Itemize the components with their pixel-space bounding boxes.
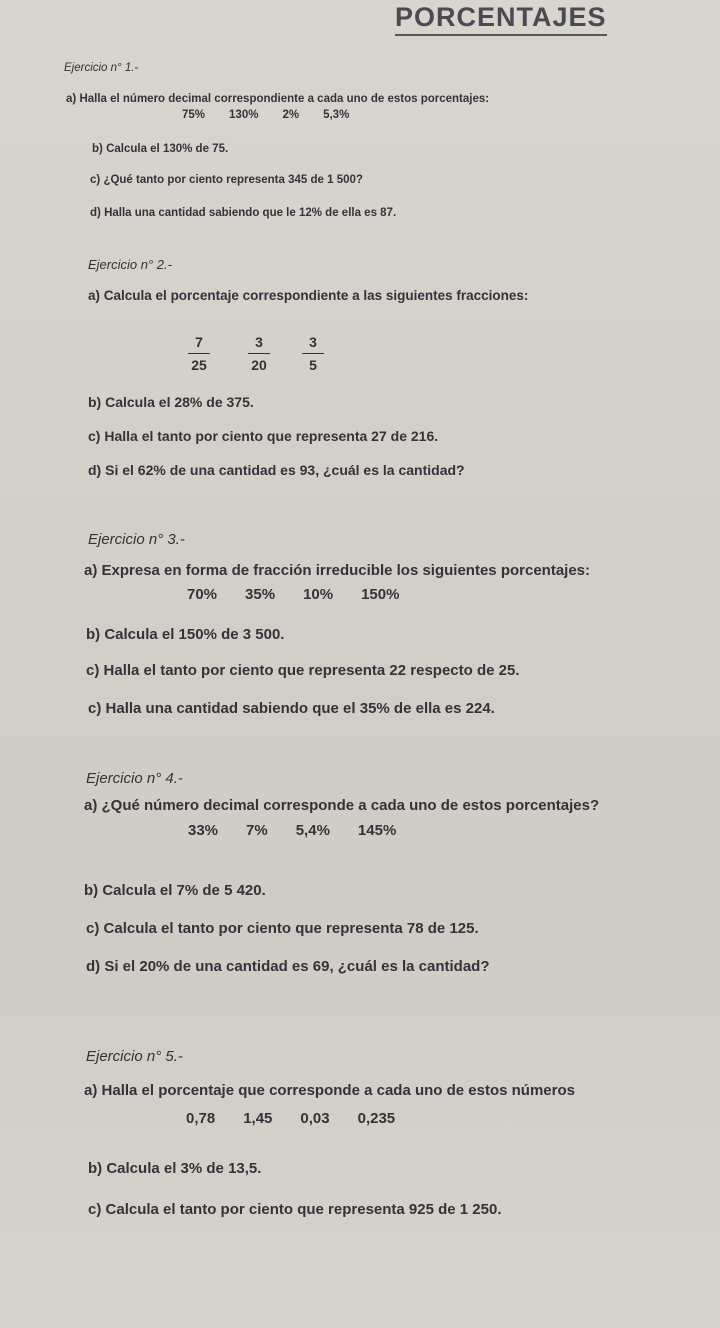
exercise-4-item-d: d) Si el 20% de una cantidad es 69, ¿cuál es la cantidad? [86, 958, 490, 975]
value: 150% [361, 586, 400, 603]
exercise-2-item-b: b) Calcula el 28% de 375. [88, 394, 254, 410]
value: 1,45 [243, 1110, 273, 1127]
exercise-4-item-b: b) Calcula el 7% de 5 420. [84, 882, 266, 899]
value: 7% [246, 822, 268, 839]
value: 70% [187, 586, 218, 603]
fraction: 7 25 [188, 334, 210, 373]
exercise-1-item-a: a) Halla el número decimal correspondiente a cada uno de estos porcentajes: [66, 93, 490, 105]
exercise-4-item-a: a) ¿Qué número decimal corresponde a cada uno de estos porcentajes? [84, 797, 600, 814]
value: 0,78 [186, 1110, 216, 1127]
value: 5,4% [295, 822, 330, 839]
exercise-2-item-c: c) Halla el tanto por ciento que representa 27 de 216. [88, 428, 439, 444]
exercise-5-heading: Ejercicio n° 5.- [86, 1048, 183, 1065]
value: 5,3% [323, 109, 350, 121]
exercise-4-heading: Ejercicio n° 4.- [86, 770, 183, 787]
exercise-4-values [188, 822, 424, 839]
value: 145% [357, 822, 397, 839]
value: 35% [245, 586, 276, 603]
exercise-3-item-b: b) Calcula el 150% de 3 500. [86, 626, 285, 643]
exercise-5-item-b: b) Calcula el 3% de 13,5. [88, 1160, 262, 1177]
exercise-3-values [187, 586, 427, 603]
exercise-1-heading: Ejercicio n° 1.- [64, 62, 139, 74]
exercise-1-item-d: d) Halla una cantidad sabiendo que le 12% de ella es 87. [90, 207, 397, 219]
exercise-1-item-c: c) ¿Qué tanto por ciento representa 345 de 1 500? [90, 174, 363, 186]
fraction: 3 20 [248, 334, 270, 373]
exercise-3-item-d: c) Halla una cantidad sabiendo que el 35% de ella es 224. [88, 700, 495, 717]
value: 0,03 [300, 1110, 330, 1127]
page-title: PORCENTAJES [395, 2, 607, 36]
exercise-5-values [186, 1110, 423, 1127]
fraction: 3 5 [302, 334, 324, 373]
exercise-1-values [182, 109, 373, 121]
exercise-1-item-b: b) Calcula el 130% de 75. [92, 143, 229, 155]
exercise-5-item-c: c) Calcula el tanto por ciento que representa 925 de 1 250. [88, 1201, 502, 1218]
exercise-3-item-a: a) Expresa en forma de fracción irreducible los siguientes porcentajes: [84, 562, 591, 579]
value: 130% [229, 109, 259, 121]
exercise-3-heading: Ejercicio n° 3.- [88, 531, 185, 548]
value: 2% [282, 109, 300, 121]
exercise-5-item-a: a) Halla el porcentaje que corresponde a cada uno de estos números [84, 1082, 575, 1099]
exercise-2-heading: Ejercicio n° 2.- [88, 257, 172, 272]
value: 10% [303, 586, 334, 603]
exercise-2-item-d: d) Si el 62% de una cantidad es 93, ¿cuál es la cantidad? [88, 462, 465, 478]
exercise-4-item-c: c) Calcula el tanto por ciento que representa 78 de 125. [86, 920, 479, 937]
exercise-3-item-c: c) Halla el tanto por ciento que representa 22 respecto de 25. [86, 662, 520, 679]
exercise-2-item-a: a) Calcula el porcentaje correspondiente a las siguientes fracciones: [88, 288, 529, 303]
value: 75% [182, 109, 206, 121]
value: 0,235 [357, 1110, 396, 1127]
value: 33% [188, 822, 219, 839]
